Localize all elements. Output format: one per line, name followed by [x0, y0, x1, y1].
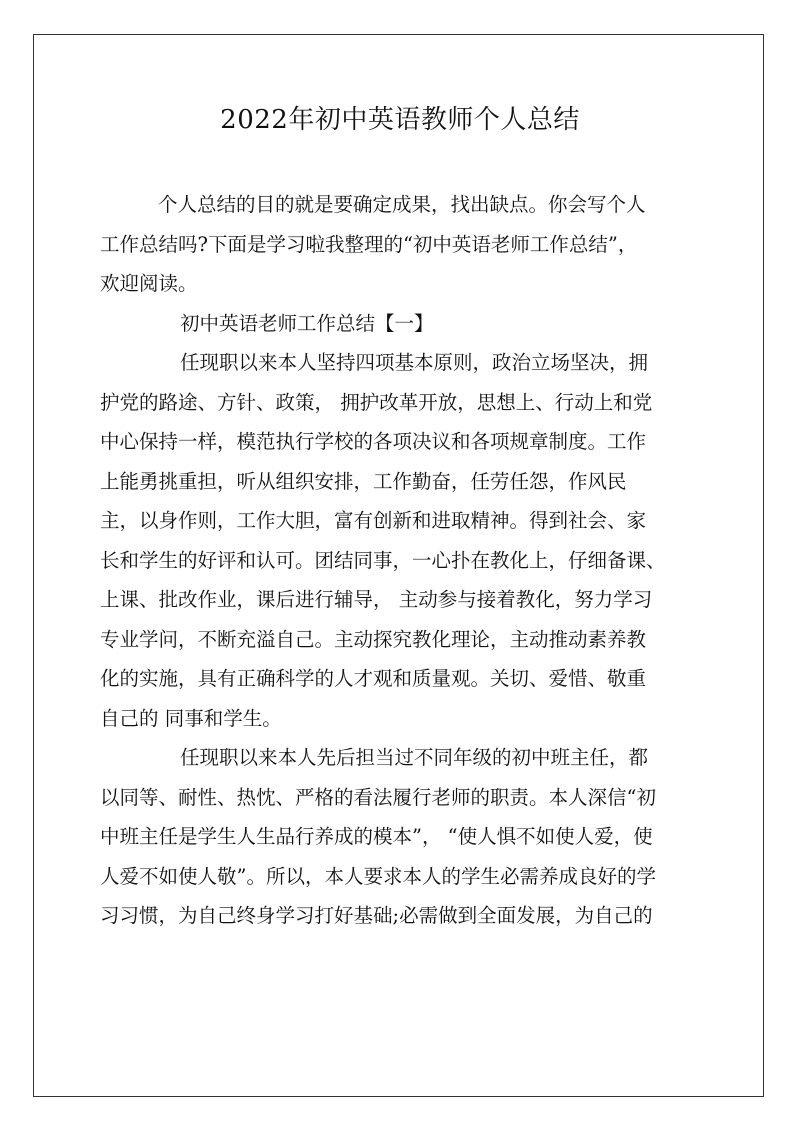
paragraph-2 — [100, 738, 703, 936]
paragraph-1 — [100, 343, 703, 738]
text-line: 中心保持一样，模范执行学校的各项决议和各项规章制度。工作 — [100, 430, 647, 453]
text-line: 个人总结的目的就是要确定成果，找出缺点。你会写个人 — [158, 193, 646, 216]
text-line: 中班主任是学生人生品行养成的模本”， “使人惧不如使人爱，使 — [100, 825, 653, 848]
document-title: 2022年初中英语教师个人总结 — [220, 105, 580, 135]
text-line: 上课、批改作业，课后进行辅导， 主动参与接着教化，努力学习 — [100, 588, 653, 611]
text-line: 自己的 同事和学生。 — [100, 706, 282, 730]
text-line: 长和学生的好评和认可。团结同事，一心扑在教化上，仔细备课、 — [100, 548, 666, 572]
text-line: 上能勇挑重担，听从组织安排，工作勤奋，任劳任怨，作风民 — [100, 469, 627, 493]
text-line: 习习惯，为自己终身学习打好基础;必需做到全面发展，为自己的 — [100, 904, 653, 927]
text-line: 主，以身作则，工作大胆，富有创新和进取精神。得到社会、家 — [100, 509, 647, 532]
text-line: 任现职以来本人先后担当过不同年级的初中班主任，都 — [180, 746, 649, 769]
text-line: 化的实施，具有正确科学的人才观和质量观。关切、爱惜、敬重 — [100, 667, 647, 690]
text-line: 人爱不如使人敬”。所以，本人要求本人的学生必需养成良好的学 — [100, 864, 656, 888]
text-line: 以同等、耐性、热忱、严格的看法履行老师的职责。本人深信“初 — [100, 785, 656, 809]
intro-paragraph — [100, 185, 703, 304]
text-line: 工作总结吗?下面是学习啦我整理的“初中英语老师工作总结”， — [100, 232, 638, 256]
text-line: 护党的路途、方针、政策， 拥护改革开放，思想上、行动上和党 — [100, 390, 653, 414]
document-body — [100, 185, 703, 936]
section-heading: 初中英语老师工作总结【一】 — [180, 311, 434, 335]
text-line: 欢迎阅读。 — [100, 272, 198, 295]
text-line: 专业学问，不断充溢自己。主动探究教化理论，主动推动素养教 — [100, 627, 647, 651]
text-line: 任现职以来本人坚持四项基本原则，政治立场坚决，拥 — [180, 351, 649, 374]
